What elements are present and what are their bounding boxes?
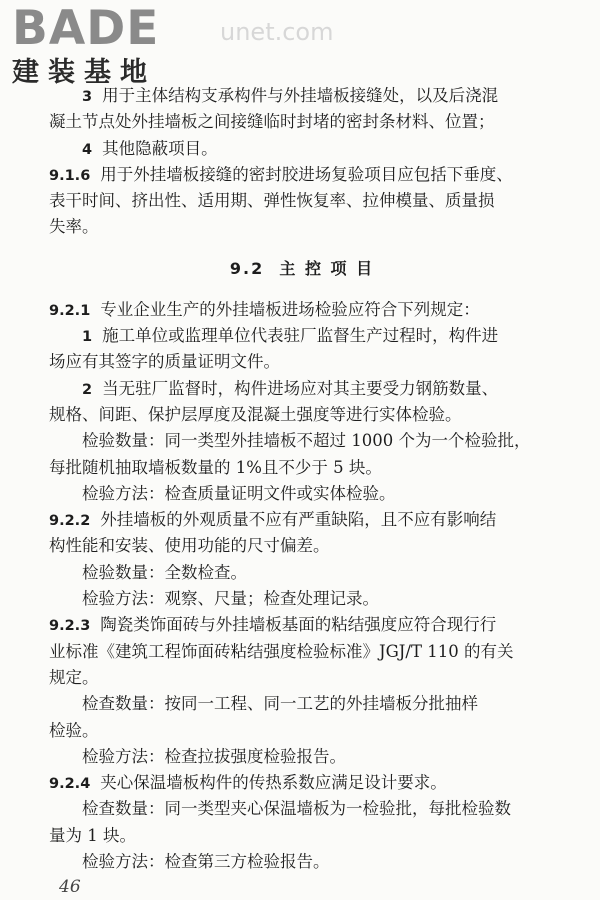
list-item-4: 4 其他隐蔽项目。 (82, 138, 218, 158)
list-item-3: 3 用于主体结构支承构件与外挂墙板接缝处，以及后浇混 (82, 86, 499, 105)
paragraph-line: 业标准《建筑工程饰面砖粘结强度检验标准》JGJ/T 110 的有关 (49, 641, 514, 661)
inspection-quantity: 检验数量：同一类型外挂墙板不超过 1000 个为一个检验批， (82, 431, 531, 451)
paragraph-line: 每批随机抽取墙板数量的 1%且不少于 5 块。 (49, 457, 382, 477)
logo-subtitle: 建装基地 (12, 57, 156, 88)
paragraph-line: 场应有其签字的质量证明文件。 (49, 352, 280, 372)
bade-logo (12, 2, 182, 86)
inspection-method: 检验方法：观察、尺量；检查处理记录。 (82, 589, 379, 609)
clause-9-2-3: 9.2.3 陶瓷类饰面砖与外挂墙板基面的粘结强度应符合现行行 (49, 615, 497, 635)
clause-9-2-2: 9.2.2 外挂墙板的外观质量不应有严重缺陷，且不应有影响结 (49, 510, 497, 530)
inspection-quantity: 检查数量：按同一工程、同一工艺的外挂墙板分批抽样 (82, 694, 478, 714)
inspection-method: 检验方法：检查第三方检验报告。 (82, 852, 330, 872)
paragraph-line: 表干时间、挤出性、适用期、弹性恢复率、拉伸模量、质量损 (49, 191, 495, 211)
section-heading: 9.2 主 控 项 目 (229, 258, 375, 278)
inspection-method: 检验方法：检查质量证明文件或实体检验。 (82, 483, 396, 503)
logo-wordmark: BADE (12, 1, 160, 56)
inspection-quantity: 检查数量：同一类型夹心保温墙板为一检验批，每批检验数 (82, 799, 511, 819)
list-item-1: 1 施工单位或监理单位代表驻厂监督生产过程时，构件进 (82, 326, 499, 346)
paragraph-line: 凝土节点处外挂墙板之间接缝临时封堵的密封条材料、位置； (49, 112, 495, 132)
list-item-2: 2 当无驻厂监督时，构件进场应对其主要受力钢筋数量、 (82, 378, 499, 398)
paragraph-line: 规定。 (49, 667, 99, 687)
document-body (49, 83, 555, 875)
watermark: unet.com (220, 18, 334, 46)
inspection-method: 检验方法：检查拉拔强度检验报告。 (82, 746, 346, 766)
paragraph-line: 规格、间距、保护层厚度及混凝土强度等进行实体检验。 (49, 404, 462, 424)
paragraph-line: 构性能和安装、使用功能的尺寸偏差。 (49, 536, 330, 556)
paragraph-line: 检验。 (49, 720, 99, 740)
paragraph-line: 失率。 (49, 217, 99, 237)
paragraph-line: 量为 1 块。 (49, 825, 136, 845)
clause-9-2-1: 9.2.1 专业企业生产的外挂墙板进场检验应符合下列规定： (49, 299, 480, 319)
clause-9-1-6: 9.1.6 用于外挂墙板接缝的密封胶进场复验项目应包括下垂度、 (49, 164, 513, 184)
inspection-quantity: 检验数量：全数检查。 (82, 562, 247, 582)
page-number: 46 (59, 877, 81, 897)
clause-9-2-4: 9.2.4 夹心保温墙板构件的传热系数应满足设计要求。 (49, 773, 447, 793)
